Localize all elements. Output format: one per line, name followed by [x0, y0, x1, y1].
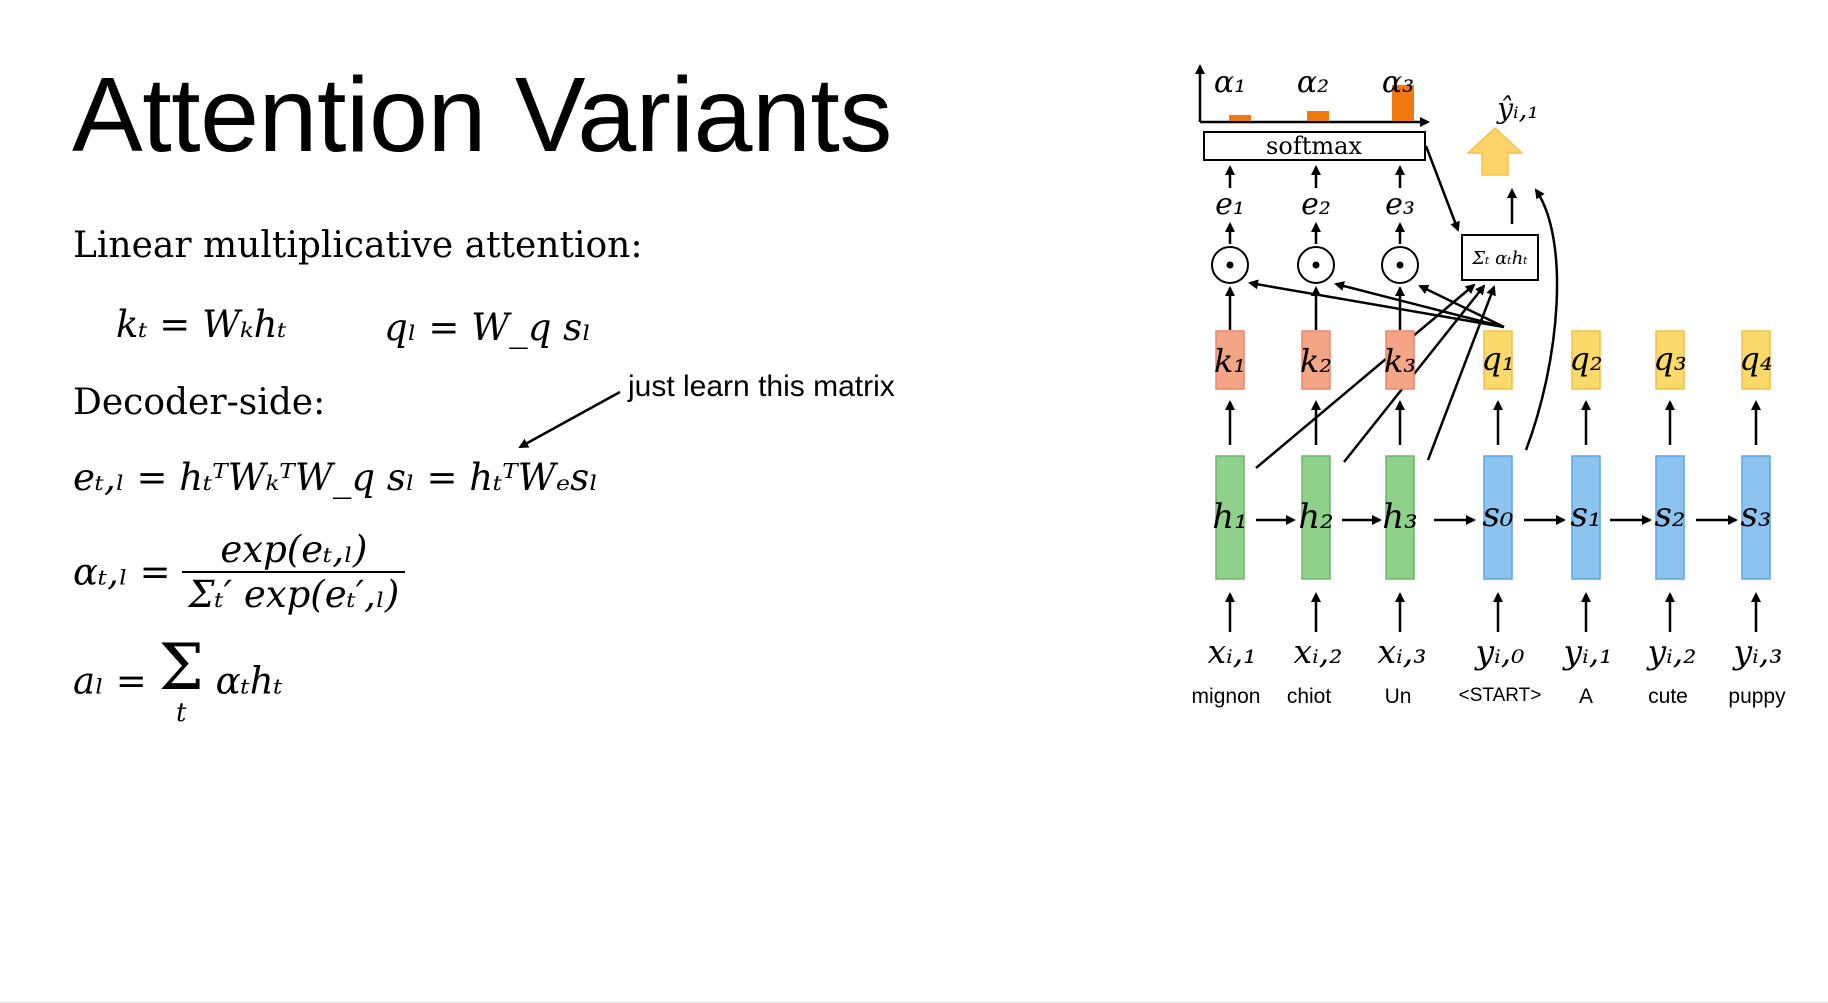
softmax-label: softmax — [1266, 132, 1362, 160]
energy-label: e₃ — [1385, 187, 1415, 222]
input-word: chiot — [1286, 685, 1332, 708]
alpha-label: α₁ — [1213, 65, 1247, 100]
softmax-to-sum-arrow — [1426, 146, 1458, 230]
weighted-sum-label: Σₜ αₜhₜ — [1472, 248, 1528, 269]
arrow — [1336, 284, 1504, 327]
input-word: cute — [1648, 685, 1688, 708]
annotation-label: just learn this matrix — [628, 370, 895, 403]
energy-label: e₂ — [1301, 187, 1331, 222]
query-equation: qₗ = W_q sₗ — [384, 306, 592, 349]
output-label: ŷᵢ,₁ — [1497, 92, 1539, 125]
input-word: <START> — [1458, 685, 1542, 706]
energy-label: e₁ — [1215, 187, 1245, 222]
energy-to-softmax-arrows — [1230, 167, 1400, 188]
encoder-to-sum-arrows — [1256, 285, 1494, 468]
a-lhs: aₗ = — [73, 659, 147, 703]
input-word: mignon — [1191, 685, 1261, 708]
key-label: k₂ — [1299, 342, 1333, 380]
key-label: k₁ — [1213, 342, 1247, 380]
sum-subscript: t — [175, 698, 187, 728]
alpha-bar — [1307, 111, 1329, 121]
arrow — [1250, 283, 1504, 327]
dot-product-node — [1212, 247, 1248, 283]
query-node — [1739, 331, 1772, 389]
input-word: puppy — [1728, 685, 1786, 708]
decoder-state-node — [1482, 456, 1513, 579]
alpha-label: α₃ — [1381, 65, 1415, 100]
query-label: q₄ — [1739, 340, 1773, 378]
key-equation: kₜ = Wₖhₜ — [116, 303, 287, 346]
arrow — [1256, 285, 1474, 468]
linear-attention-heading: Linear multiplicative attention: — [73, 225, 643, 266]
query-node — [1653, 331, 1686, 389]
key-node — [1300, 331, 1332, 389]
decoder-state-label: s₀ — [1482, 495, 1514, 535]
input-symbol: xᵢ,₂ — [1293, 632, 1343, 671]
encoder-state-label: h₃ — [1382, 497, 1418, 537]
encoder-state-label: h₂ — [1298, 497, 1334, 537]
decoder-state-label: s₃ — [1740, 495, 1772, 535]
query-to-dot-arrows — [1250, 283, 1504, 327]
dot-product-node — [1382, 247, 1418, 283]
key-label: k₃ — [1383, 342, 1417, 380]
decoder-state-label: s₁ — [1570, 495, 1602, 535]
encoder-state-node — [1382, 456, 1418, 579]
query-node — [1569, 331, 1602, 389]
query-node — [1481, 331, 1514, 389]
dot-product-node — [1298, 247, 1334, 283]
input-symbol: xᵢ,₁ — [1207, 632, 1257, 671]
input-symbol: xᵢ,₃ — [1377, 632, 1427, 671]
alpha-label: α₂ — [1296, 65, 1330, 100]
alpha-numerator: exp(eₜ,ₗ) — [182, 528, 405, 573]
decoder-to-output-arrow — [1526, 190, 1557, 450]
input-arrows — [1230, 594, 1756, 632]
energy-equation: eₜ,ₗ = hₜᵀWₖᵀW_q sₗ = hₜᵀWₑsₗ — [73, 456, 599, 499]
slide-title: Attention Variants — [72, 56, 892, 174]
key-node — [1384, 331, 1416, 389]
dot-to-energy-arrows — [1230, 224, 1400, 244]
input-symbol: yᵢ,₃ — [1733, 632, 1783, 671]
query-label: q₁ — [1481, 340, 1515, 378]
input-word: A — [1578, 685, 1594, 708]
encoder-state-node — [1212, 456, 1248, 579]
sum-symbol: Σ — [158, 631, 204, 705]
encoder-state-node — [1298, 456, 1334, 579]
annotation-arrow — [520, 392, 620, 447]
decoder-state-node — [1654, 456, 1685, 579]
output-arrow-icon — [1468, 128, 1522, 175]
input-word: Un — [1384, 685, 1412, 708]
encoder-state-label: h₁ — [1212, 497, 1248, 537]
key-node — [1214, 331, 1246, 389]
a-rhs: αₜhₜ — [215, 659, 283, 703]
input-symbol: yᵢ,₀ — [1475, 632, 1525, 671]
alpha-denominator: Σₜ′ exp(eₜ′,ₗ) — [188, 573, 400, 616]
input-symbol: yᵢ,₁ — [1563, 632, 1613, 671]
input-symbol: yᵢ,₂ — [1647, 632, 1697, 671]
alpha-lhs: αₜ,ₗ = — [73, 550, 171, 594]
query-label: q₂ — [1569, 340, 1603, 378]
query-label: q₃ — [1653, 340, 1687, 378]
alpha-bar — [1229, 115, 1251, 121]
decoder-state-node — [1570, 456, 1601, 579]
decoder-side-heading: Decoder-side: — [73, 382, 326, 423]
decoder-state-node — [1740, 456, 1771, 579]
decoder-state-label: s₂ — [1654, 495, 1686, 535]
